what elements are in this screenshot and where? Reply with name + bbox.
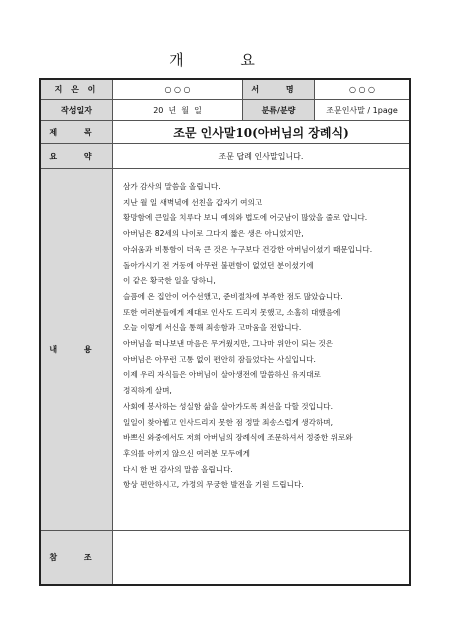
content-line: 후의를 아끼지 않으신 여러분 모두에게 [123,448,251,458]
subject-label: 제 목 [41,121,113,143]
date-label: 작성일자 [41,100,113,120]
content-line: 또한 여러분들에게 제대로 인사도 드리지 못했고, 소홀히 대했음에 [123,307,341,317]
page-title: 개 요 [169,51,281,69]
date-value: 20 년 월 일 [113,100,243,120]
content-line: 일일이 찾아뵙고 인사드리지 못한 점 정말 죄송스럽게 생각하며, [123,417,334,427]
author-row [41,80,409,100]
content-line: 오늘 이렇게 서신을 통해 죄송함과 고마움을 전합니다. [123,323,302,333]
author-label: 지 은 이 [41,80,113,99]
date-row [41,100,409,121]
category-label: 분류/분량 [243,100,315,120]
subject-value: 조문 인사말10(아버님의 장례식) [173,125,349,140]
reference-label: 참 조 [41,531,113,584]
content-line: 사회에 봉사하는 성실함 삶을 살아가도록 최선을 다할 것입니다. [123,401,334,411]
summary-row [41,144,409,169]
subject-row [41,121,409,144]
content-line: 다시 한 번 감사의 말씀 올립니다. [123,464,233,474]
content-line: 항상 편안하시고, 가정의 무궁한 발전을 기원 드립니다. [123,480,304,490]
content-line: 이 같은 황국한 일을 당하니, [123,276,216,286]
content-line: 정직하게 살며, [123,386,172,396]
content-line: 아버님은 아무런 고통 없이 편안히 잠들었다는 사실입니다. [123,354,316,364]
content-line: 슬픔에 온 집안이 어수선했고, 준비절차에 부족한 점도 많았습니다. [123,291,343,301]
signer-value: ○ ○ ○ [348,85,376,94]
content-line: 아버님은 82세의 나이로 그다지 짧은 생은 아니었지만, [123,229,304,239]
summary-value: 조문 답례 인사말입니다. [218,151,304,161]
content-line: 황망함에 큰일을 치루다 보니 예의와 법도에 어긋남이 많았을 줄로 압니다. [123,213,368,223]
content-line: 이제 우리 자식들은 아버님이 살아생전에 말씀하신 유지대로 [123,370,321,380]
author-value: ○ ○ ○ [113,80,243,99]
content-line: 바쁘신 와중에서도 저희 아버님의 장례식에 조문하셔서 정중한 위로와 [123,433,353,443]
content-line: 돌아가시기 전 거동에 아무런 불편함이 없었던 분이셨기에 [123,260,314,270]
content-line: 아버님을 떠나보낸 마음은 무거웠지만, 그나마 위안이 되는 것은 [123,339,334,349]
reference-row [41,531,409,584]
summary-label: 요 약 [41,144,113,168]
category-value: 조문인사말 / 1page [326,105,398,115]
content-line: 지난 월 일 새벽녘에 선친을 갑자기 여의고 [123,197,263,207]
content-line: 아쉬움과 비통함이 더욱 큰 것은 누구보다 건강한 아버님이셨기 때문입니다. [123,244,373,254]
content-line: 삼가 감사의 말씀을 올립니다. [123,182,221,191]
signer-label: 서 명 [243,80,315,99]
content-row [41,169,409,531]
document-table [39,78,411,586]
content-label: 내 용 [41,169,113,530]
reference-value [113,531,409,584]
content-body [113,169,409,530]
